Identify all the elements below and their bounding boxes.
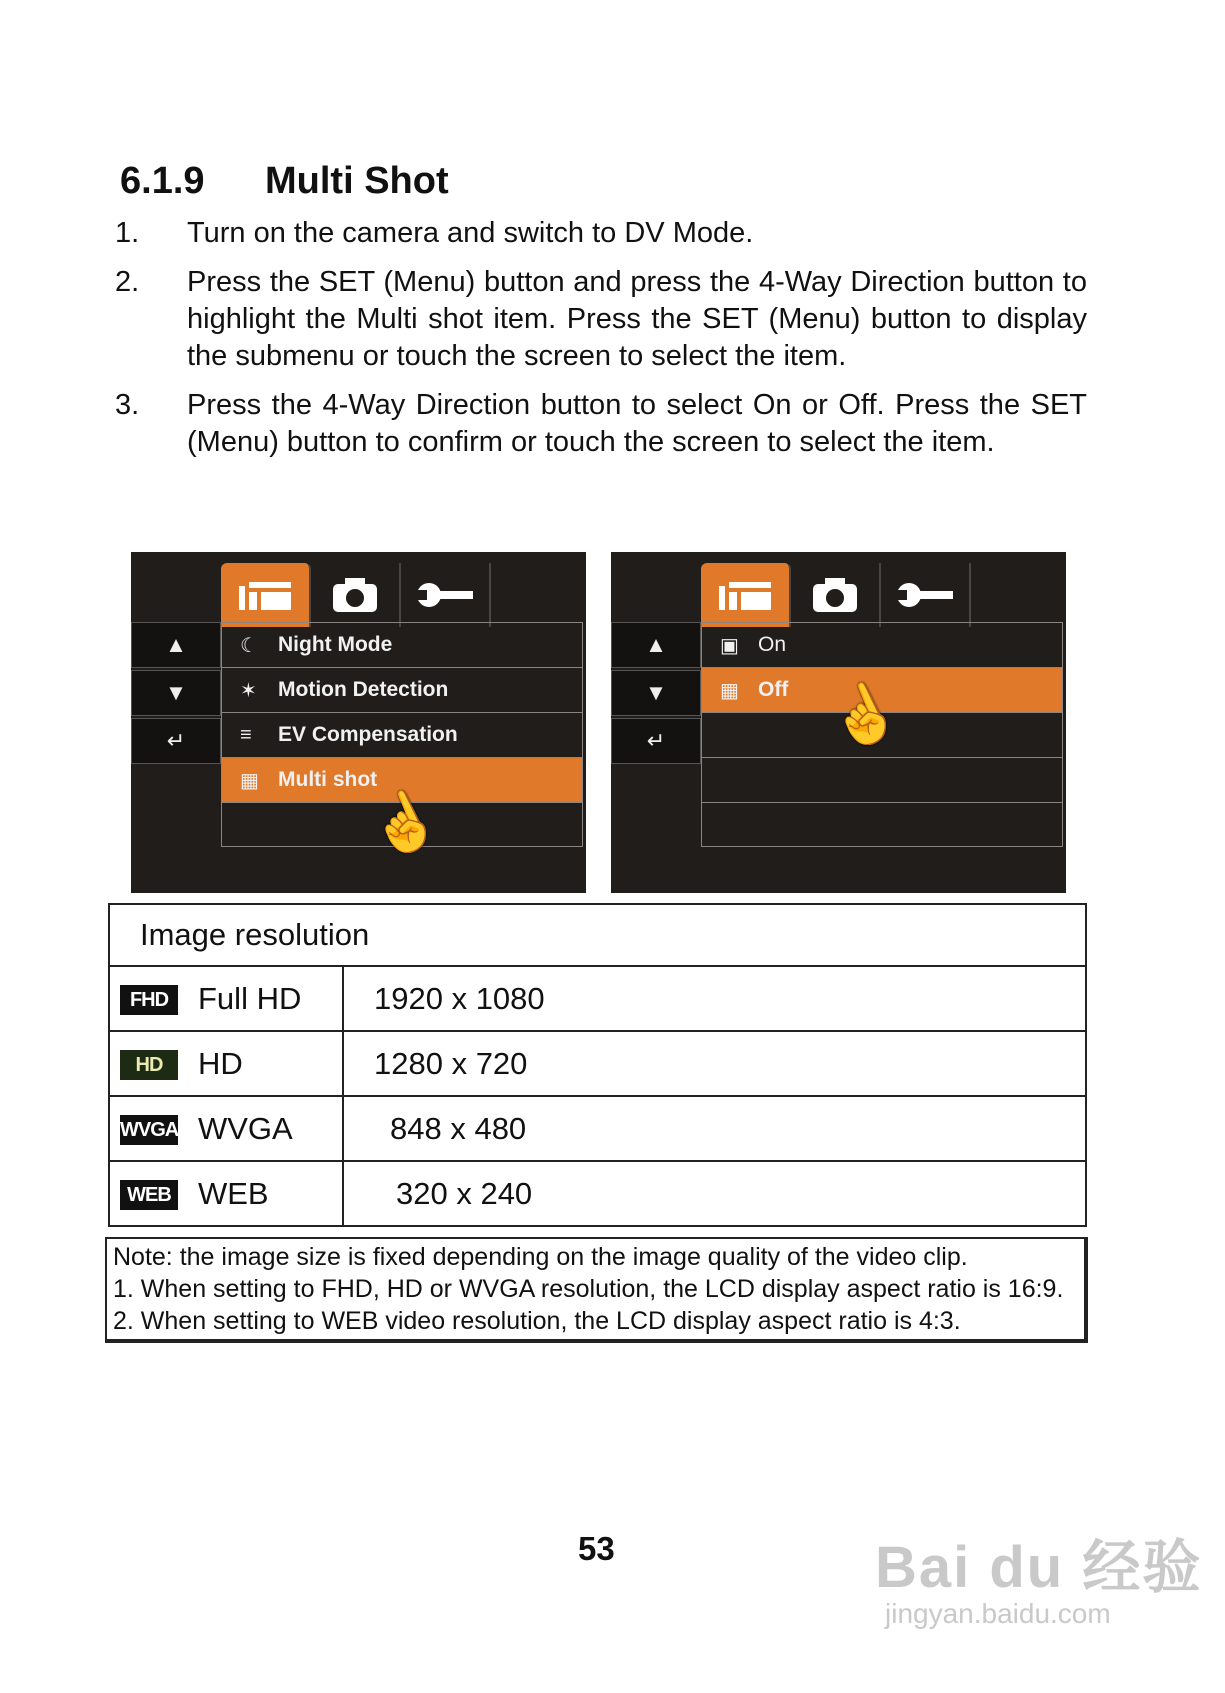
resolution-value: 1920 x 1080 (343, 966, 1086, 1031)
ev-icon: ≡ (240, 723, 252, 746)
menu-tabs (221, 563, 491, 627)
single-shot-icon: ▣ (720, 634, 739, 657)
pointing-hand-icon: ☝ (818, 671, 909, 758)
menu-item-label: EV Compensation (278, 723, 458, 746)
up-arrow-icon: ▲ (645, 632, 667, 657)
section-number: 6.1.9 (120, 160, 205, 202)
side-controls (611, 622, 701, 766)
watermark-brand: Bai du 经验 (875, 1535, 1203, 1600)
instruction-steps (115, 215, 1087, 473)
table-row (109, 1096, 1086, 1161)
side-controls (131, 622, 221, 766)
table-header-row (109, 904, 1086, 966)
menu-item-empty (701, 802, 1063, 847)
night-mode-icon: ☾ (240, 634, 258, 657)
return-arrow-icon: ↵ (166, 728, 186, 753)
video-tab[interactable] (221, 563, 311, 627)
resolution-value: 1280 x 720 (343, 1031, 1086, 1096)
note-line: Note: the image size is fixed depending on the image quality of the video clip. (113, 1243, 968, 1271)
camera-tab[interactable] (791, 563, 881, 627)
resolution-name: WEB (198, 1175, 269, 1211)
fhd-icon: FHD (120, 985, 178, 1015)
resolution-table (108, 903, 1087, 1227)
step-number: 2. (115, 266, 140, 298)
down-arrow-button[interactable] (611, 670, 701, 716)
step-number: 1. (115, 217, 140, 249)
video-tab[interactable] (701, 563, 791, 627)
section-heading (120, 160, 449, 203)
note-line: 1. When setting to FHD, HD or WVGA resolution, the LCD display aspect ratio is 16:9. (113, 1275, 1064, 1303)
step-text: Press the SET (Menu) button and press the 4-Way Direction button to highlight the Multi shot item. Press the SET (Menu) button to display the submenu or touch the screen to select the item. (187, 266, 1087, 372)
video-mode-icon (719, 580, 771, 610)
camera-icon (811, 578, 859, 612)
option-label: Off (758, 678, 789, 701)
step-text: Press the 4-Way Direction button to select On or Off. Press the SET (Menu) button to confirm or touch the screen to select the item. (187, 389, 1087, 458)
option-on[interactable] (701, 622, 1063, 667)
step-item (115, 215, 1087, 252)
watermark (875, 1520, 1202, 1630)
down-arrow-icon: ▼ (645, 680, 667, 705)
multi-shot-off-icon: ▦ (720, 679, 739, 702)
camera-screen-submenu (611, 552, 1066, 893)
resolution-name-cell (109, 1161, 343, 1226)
menu-item-empty (701, 757, 1063, 802)
page-number: 53 (578, 1530, 615, 1567)
down-arrow-icon: ▼ (165, 680, 187, 705)
camera-icon (331, 578, 379, 612)
table-row (109, 966, 1086, 1031)
return-arrow-icon: ↵ (646, 728, 666, 753)
step-text: Turn on the camera and switch to DV Mode. (187, 217, 754, 249)
motion-detection-icon: ✶ (240, 679, 257, 702)
resolution-value: 848 x 480 (343, 1096, 1086, 1161)
resolution-name: HD (198, 1045, 243, 1081)
menu-item-label: Motion Detection (278, 678, 449, 701)
up-arrow-button[interactable] (611, 622, 701, 668)
settings-tab[interactable] (881, 563, 971, 627)
watermark-url: jingyan.baidu.com (885, 1598, 1111, 1629)
resolution-value: 320 x 240 (343, 1161, 1086, 1226)
menu-item-motion-detection[interactable] (221, 667, 583, 712)
up-arrow-button[interactable] (131, 622, 221, 668)
camera-screen-menu (131, 552, 586, 893)
back-button[interactable] (131, 718, 221, 764)
note-line: 2. When setting to WEB video resolution, the LCD display aspect ratio is 4:3. (113, 1307, 961, 1335)
resolution-name: Full HD (198, 980, 302, 1016)
wrench-icon (895, 580, 955, 610)
step-number: 3. (115, 389, 140, 421)
option-label: On (758, 633, 787, 656)
step-item (115, 264, 1087, 375)
down-arrow-button[interactable] (131, 670, 221, 716)
video-mode-icon (239, 580, 291, 610)
wrench-icon (415, 580, 475, 610)
camera-tab[interactable] (311, 563, 401, 627)
resolution-name-cell (109, 1096, 343, 1161)
menu-tabs (701, 563, 971, 627)
up-arrow-icon: ▲ (165, 632, 187, 657)
table-row (109, 1161, 1086, 1226)
menu-item-label: Night Mode (278, 633, 393, 656)
resolution-name-cell (109, 1031, 343, 1096)
table-row (109, 1031, 1086, 1096)
menu-item-label: Multi shot (278, 768, 378, 791)
web-icon: WEB (120, 1180, 178, 1210)
hd-icon: HD (120, 1050, 178, 1080)
note-box (105, 1237, 1088, 1343)
menu-item-night-mode[interactable] (221, 622, 583, 667)
step-item (115, 387, 1087, 461)
back-button[interactable] (611, 718, 701, 764)
wvga-icon: WVGA (120, 1115, 178, 1145)
section-title: Multi Shot (265, 160, 449, 202)
table-header: Image resolution (109, 904, 1086, 966)
settings-tab[interactable] (401, 563, 491, 627)
resolution-name-cell (109, 966, 343, 1031)
resolution-name: WVGA (198, 1110, 293, 1146)
menu-item-ev-compensation[interactable] (221, 712, 583, 757)
pointing-hand-icon: ☝ (358, 779, 449, 866)
multi-shot-icon: ▦ (240, 769, 259, 792)
